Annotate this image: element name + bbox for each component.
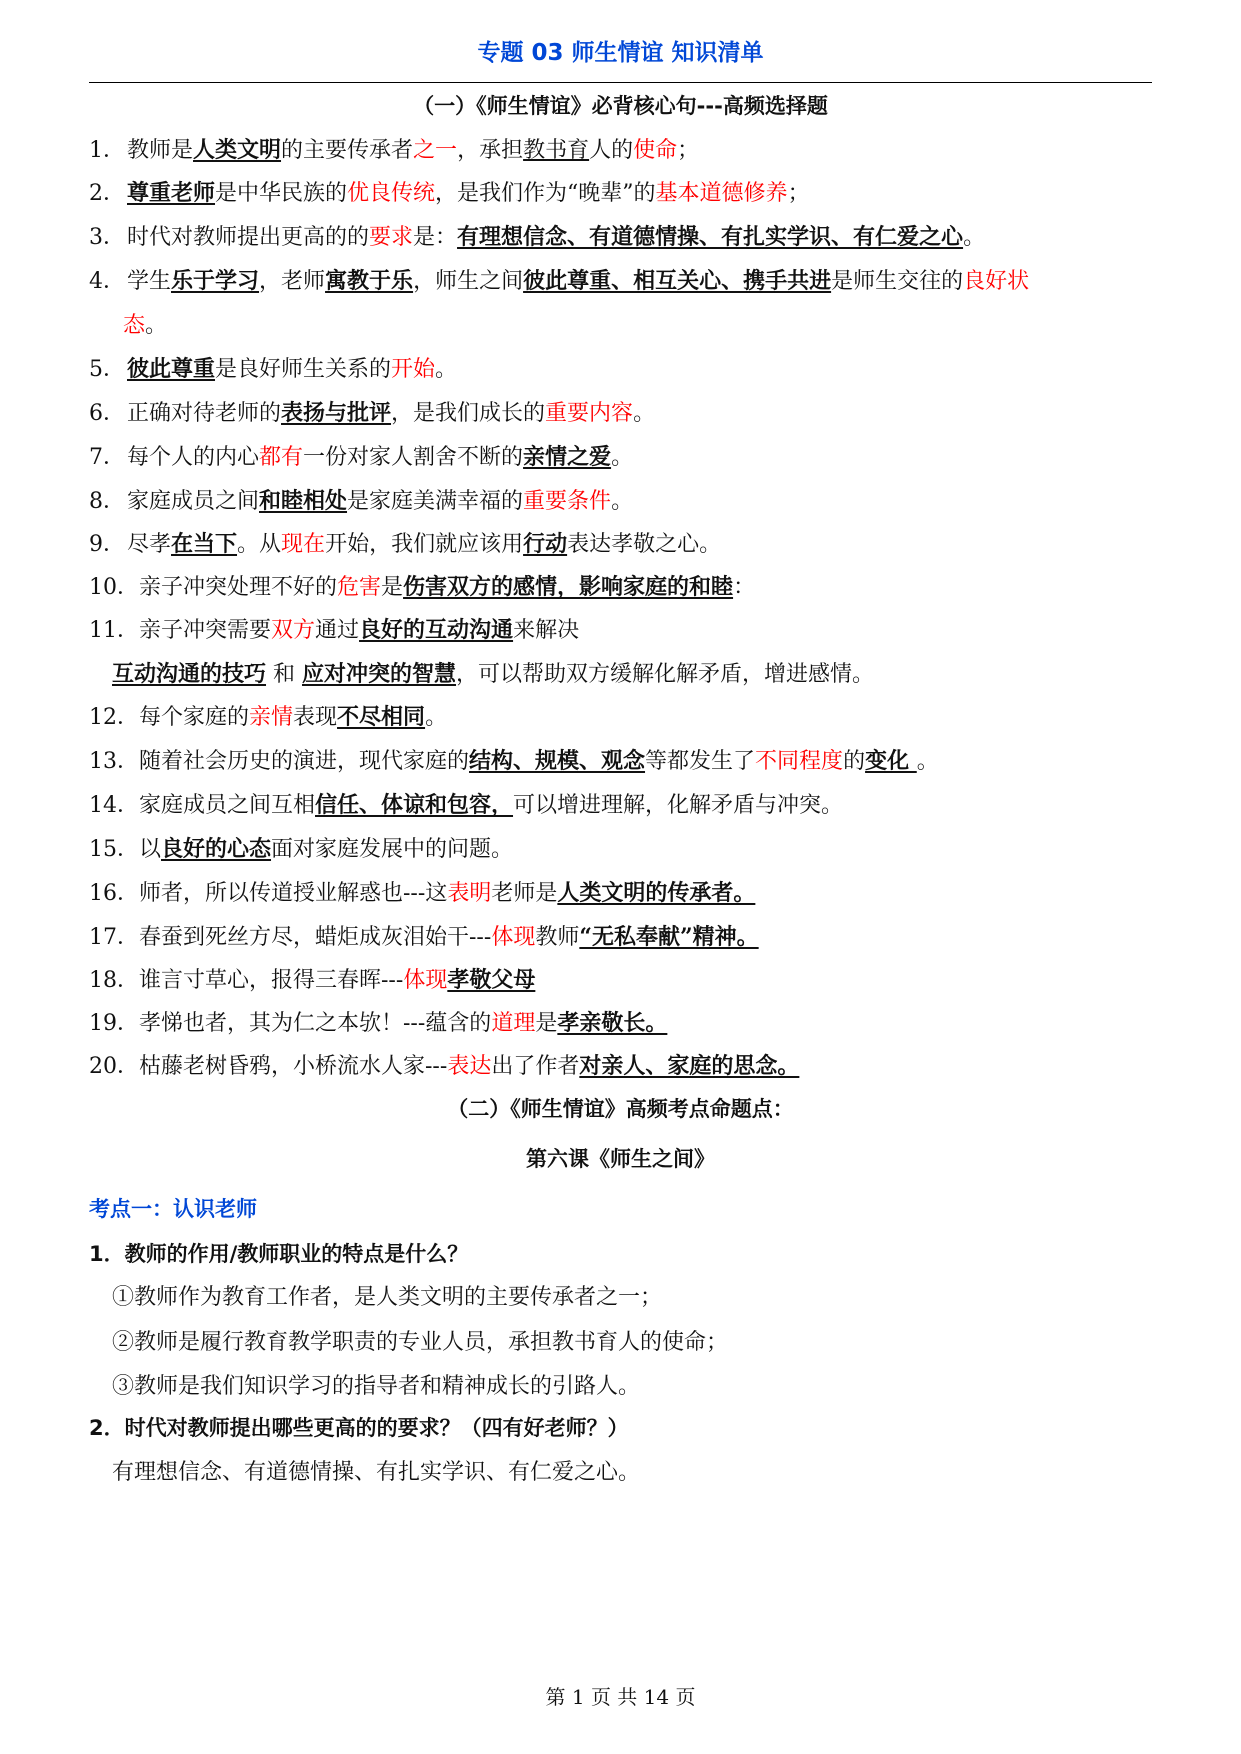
red-keyword: 双方 xyxy=(271,618,316,643)
sentence-text: 家庭成员之间 xyxy=(127,489,260,514)
item-number: 1． xyxy=(89,138,125,163)
sentence-text: ，可以帮助双方缓解化解矛盾，增进感情。 xyxy=(456,662,875,687)
underlined-keyword: 乐于学习 xyxy=(171,268,260,294)
core-sentence-line xyxy=(89,264,1029,295)
sentence-text: 面对家庭发展中的问题。 xyxy=(271,837,514,862)
item-number: 2． xyxy=(89,181,125,206)
sentence-text: ，老师 xyxy=(259,269,326,294)
underlined-keyword: 变化 xyxy=(865,748,917,774)
core-sentence-line xyxy=(89,700,447,731)
sentence-text: 。 xyxy=(963,225,986,250)
question-1-answer-2: ②教师是履行教育教学职责的专业人员，承担教书育人的使命； xyxy=(112,1330,729,1355)
sentence-text: ，承担 xyxy=(457,138,524,163)
red-keyword: 道理 xyxy=(491,1011,536,1036)
underlined-keyword: 不尽相同 xyxy=(337,704,426,730)
item-number: 7． xyxy=(89,445,125,470)
sentence-text: 正确对待老师的 xyxy=(127,401,282,426)
underlined-keyword: 和睦相处 xyxy=(259,488,348,514)
underlined-keyword: 行动 xyxy=(523,531,568,557)
sentence-text: 表现 xyxy=(293,705,338,730)
sentence-text: ： xyxy=(733,575,756,600)
sentence-text: 是： xyxy=(413,225,458,250)
sentence-text: 是家庭美满幸福的 xyxy=(347,489,524,514)
section-2-title: （二）《师生情谊》高频考点命题点： xyxy=(447,1097,794,1121)
item-number: 15． xyxy=(89,837,139,862)
core-sentence-line xyxy=(89,876,755,907)
item-number: 9． xyxy=(89,532,125,557)
core-sentence-line xyxy=(89,1006,667,1037)
red-keyword: 表明 xyxy=(447,881,492,906)
sentence-text: 每个家庭的 xyxy=(139,705,250,730)
sentence-text: ，师生之间 xyxy=(413,269,524,294)
red-keyword: 表达 xyxy=(447,1054,492,1079)
sentence-text: 教师 xyxy=(535,925,580,950)
sentence-text: 老师是 xyxy=(491,881,558,906)
core-sentence-line xyxy=(89,613,579,644)
red-keyword: 态 xyxy=(123,313,146,338)
sentence-text: 开始，我们就应该用 xyxy=(325,532,524,557)
sentence-text: 是 xyxy=(535,1011,558,1036)
underlined-keyword: 信任、体谅和包容， xyxy=(315,792,514,818)
underlined-keyword: 孝敬父母 xyxy=(447,967,536,993)
sentence-text: 人的 xyxy=(589,138,634,163)
core-sentence-line xyxy=(89,484,633,515)
item-number: 19． xyxy=(89,1011,139,1036)
sentence-text: 随着社会历史的演进，现代家庭的 xyxy=(139,749,470,774)
red-keyword: 使命 xyxy=(633,138,678,163)
sentence-text: 通过 xyxy=(315,618,360,643)
core-sentence-line xyxy=(89,396,655,427)
sentence-text: ； xyxy=(677,138,700,163)
sentence-text: 是中华民族的 xyxy=(215,181,348,206)
question-1: 1．教师的作用/教师职业的特点是什么？ xyxy=(89,1242,469,1266)
red-keyword: 优良传统 xyxy=(347,181,436,206)
page-number: 第 1 页 共 14 页 xyxy=(545,1685,696,1709)
sentence-text: 尽孝 xyxy=(127,532,172,557)
red-keyword: 都有 xyxy=(259,445,304,470)
sentence-text: 教师是 xyxy=(127,138,194,163)
sentence-text: 是 xyxy=(381,575,404,600)
sentence-text: 亲子冲突处理不好的 xyxy=(139,575,338,600)
sentence-text: 。 xyxy=(611,445,634,470)
sentence-text: 。 xyxy=(633,401,656,426)
core-sentence-line xyxy=(89,744,939,775)
underlined-keyword: 互动沟通的技巧 xyxy=(112,661,267,687)
core-sentence-line xyxy=(89,176,810,207)
core-sentence-line xyxy=(89,1049,799,1080)
item-number: 5． xyxy=(89,357,125,382)
sentence-text: 。 xyxy=(916,749,939,774)
item-number: 13． xyxy=(89,749,139,774)
item-number: 10． xyxy=(89,575,139,600)
underlined-keyword: 亲情之爱 xyxy=(523,444,612,470)
item-number: 3． xyxy=(89,225,125,250)
sentence-text: 表达孝敬之心。 xyxy=(567,532,722,557)
underlined-keyword: 人类文明 xyxy=(193,137,282,163)
question-2: 2．时代对教师提出哪些更高的的要求？（四有好老师？） xyxy=(89,1416,629,1440)
item-number: 18． xyxy=(89,968,139,993)
core-sentence-line xyxy=(89,963,535,994)
item-number: 8． xyxy=(89,489,125,514)
underlined-keyword: 彼此尊重 xyxy=(127,356,216,382)
sentence-text: 来解决 xyxy=(513,618,580,643)
page-title: 专题 03 师生情谊 知识清单 xyxy=(477,40,764,66)
item-number: 16． xyxy=(89,881,139,906)
underlined-keyword: 人类文明的传承者。 xyxy=(557,880,756,906)
underlined-keyword: 寓教于乐 xyxy=(325,268,414,294)
sentence-text: 。 xyxy=(145,313,168,338)
red-keyword: 现在 xyxy=(281,532,326,557)
sentence-text: 的主要传承者 xyxy=(281,138,414,163)
red-keyword: 体现 xyxy=(491,925,536,950)
red-keyword: 重要条件 xyxy=(523,489,612,514)
item-number: 17． xyxy=(89,925,139,950)
red-keyword: 重要内容 xyxy=(545,401,634,426)
sentence-text: 是师生交往的 xyxy=(831,269,964,294)
item-number: 6． xyxy=(89,401,125,426)
sentence-text: 谁言寸草心，报得三春晖--- xyxy=(139,968,404,993)
lesson-title: 第六课《师生之间》 xyxy=(526,1147,715,1171)
sentence-text: 时代对教师提出更高的的 xyxy=(127,225,370,250)
red-keyword: 之一 xyxy=(413,138,458,163)
core-sentence-line xyxy=(89,133,699,164)
sentence-text: 学生 xyxy=(127,269,172,294)
core-sentence-line xyxy=(89,570,755,601)
question-2-answer: 有理想信念、有道德情操、有扎实学识、有仁爱之心。 xyxy=(112,1460,641,1485)
sentence-text: ，是我们作为“晚辈”的 xyxy=(435,181,656,206)
underlined-keyword: 尊重老师 xyxy=(127,180,216,206)
sentence-text: 枯藤老树昏鸦，小桥流水人家--- xyxy=(139,1054,448,1079)
core-sentence-line xyxy=(89,832,513,863)
sentence-text: 一份对家人割舍不断的 xyxy=(303,445,524,470)
underlined-keyword: 应对冲突的智慧 xyxy=(302,661,457,687)
core-sentence-line xyxy=(89,920,759,951)
underlined-keyword: 对亲人、家庭的思念。 xyxy=(579,1053,800,1079)
underlined-keyword: 彼此尊重、相互关心、携手共进 xyxy=(523,268,832,294)
underlined-keyword: 伤害双方的感情，影响家庭的和睦 xyxy=(403,574,734,600)
item-number: 12． xyxy=(89,705,139,730)
red-keyword: 危害 xyxy=(337,575,382,600)
core-sentence-line xyxy=(89,220,985,251)
underlined-keyword: 在当下 xyxy=(171,531,238,557)
red-keyword: 不同程度 xyxy=(755,749,844,774)
item-number: 20． xyxy=(89,1054,139,1079)
sentence-text: ； xyxy=(787,181,810,206)
core-sentence-line xyxy=(89,527,721,558)
question-1-answer-3: ③教师是我们知识学习的指导者和精神成长的引路人。 xyxy=(112,1374,641,1399)
sentence-text: 可以增进理解，化解矛盾与冲突。 xyxy=(513,793,844,818)
sentence-text: 。从 xyxy=(237,532,282,557)
underlined-keyword: “无私奉献”精神。 xyxy=(579,924,759,950)
red-keyword: 开始 xyxy=(391,357,436,382)
sentence-text: 出了作者 xyxy=(491,1054,580,1079)
sentence-text: 的 xyxy=(843,749,866,774)
sentence-text: 是良好师生关系的 xyxy=(215,357,392,382)
sentence-text: 师者，所以传道授业解惑也---这 xyxy=(139,881,448,906)
red-keyword: 亲情 xyxy=(249,705,294,730)
question-1-answer-1: ①教师作为教育工作者，是人类文明的主要传承者之一； xyxy=(112,1285,663,1310)
sentence-text: 。 xyxy=(611,489,634,514)
sentence-text: 每个人的内心 xyxy=(127,445,260,470)
core-sentence-line xyxy=(89,788,843,819)
underlined-keyword: 表扬与批评 xyxy=(281,400,392,426)
sentence-text: 孝悌也者，其为仁之本欤！---蕴含的 xyxy=(139,1011,492,1036)
red-keyword: 要求 xyxy=(369,225,414,250)
sentence-text: 。 xyxy=(435,357,458,382)
underlined-text: 教书育 xyxy=(523,138,590,163)
sentence-text: 亲子冲突需要 xyxy=(139,618,272,643)
core-sentence-line xyxy=(89,440,633,471)
red-keyword: 良好状 xyxy=(963,269,1030,294)
item-number: 4． xyxy=(89,269,125,294)
red-keyword: 体现 xyxy=(403,968,448,993)
header-divider xyxy=(89,82,1152,83)
underlined-keyword: 结构、规模、观念 xyxy=(469,748,646,774)
underlined-keyword: 有理想信念、有道德情操、有扎实学识、有仁爱之心 xyxy=(457,224,964,250)
item-number: 14． xyxy=(89,793,139,818)
sentence-text: 和 xyxy=(266,662,303,687)
sentence-text: 春蚕到死丝方尽，蜡炬成灰泪始干--- xyxy=(139,925,492,950)
sentence-text: 以 xyxy=(139,837,162,862)
item-number: 11． xyxy=(89,618,139,643)
underlined-keyword: 良好的心态 xyxy=(161,836,272,862)
core-sentence-line xyxy=(89,352,457,383)
point-1-title: 考点一：认识老师 xyxy=(89,1197,257,1221)
sentence-text: ，是我们成长的 xyxy=(391,401,546,426)
underlined-keyword: 良好的互动沟通 xyxy=(359,617,514,643)
red-keyword: 基本道德修养 xyxy=(655,181,788,206)
underlined-keyword: 孝亲敬长。 xyxy=(557,1010,668,1036)
sentence-text: 等都发生了 xyxy=(645,749,756,774)
core-sentence-line xyxy=(112,657,874,688)
core-sentence-line xyxy=(123,308,167,339)
sentence-text: 家庭成员之间互相 xyxy=(139,793,316,818)
sentence-text: 。 xyxy=(425,705,448,730)
section-1-title: （一）《师生情谊》必背核心句---高频选择题 xyxy=(413,94,828,118)
